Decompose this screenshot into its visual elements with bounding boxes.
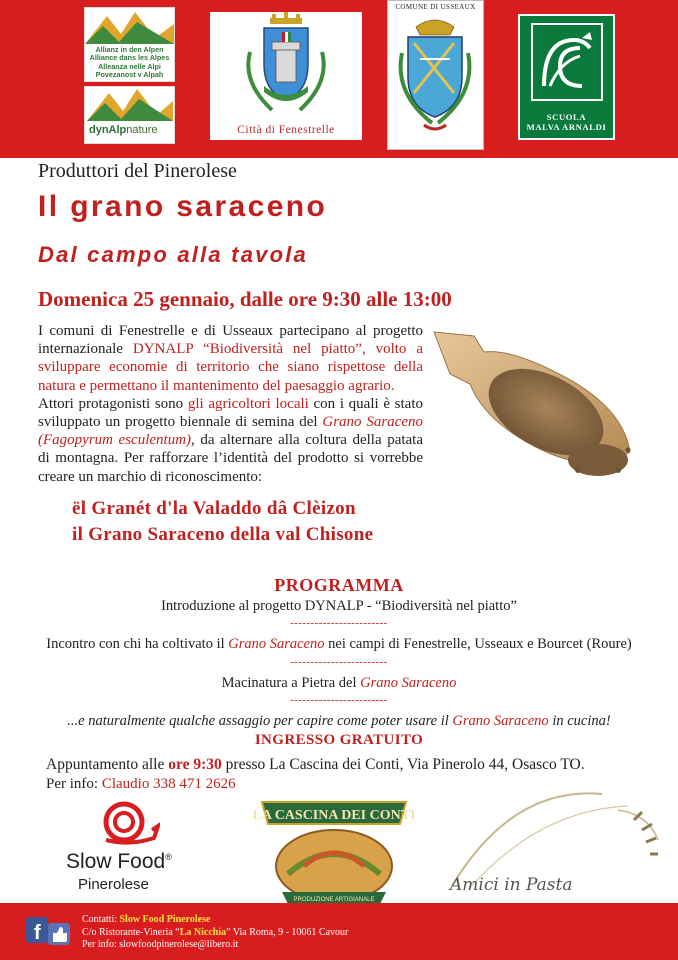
cascina-wordmark: LA CASCINA DEI CONTI: [254, 808, 414, 823]
appointment-line: [46, 756, 585, 774]
dynalp-project-text: DYNALP “Biodiversità nel piatto”, volto a sviluppare economie di territorio che siano rispettose della natura e permettano il mantenimento del paesaggio agrario.: [38, 341, 423, 394]
mountains-icon: [85, 87, 174, 121]
footer-line-1: [82, 914, 348, 927]
svg-text:f: f: [34, 922, 41, 944]
amici-wordmark: Amici in Pasta: [450, 875, 573, 895]
program-separator-2: ------------------------: [290, 656, 388, 668]
buckwheat-latin-name: Grano Saraceno (Fagopyrum esculentum): [38, 414, 423, 449]
slow-food-registered-mark: ®: [165, 852, 172, 862]
appointment-time: ore 9:30: [168, 756, 222, 773]
program-item-3: [0, 675, 678, 692]
alliance-in-the-alps-logo: [84, 7, 175, 82]
buckwheat-scoop-photo: [428, 320, 639, 488]
program-item-2-highlight: Grano Saraceno: [228, 636, 325, 652]
facebook-like-icon[interactable]: [26, 917, 70, 947]
dynalp-wordmark: [89, 124, 157, 136]
footer-band: [0, 903, 678, 960]
amici-in-pasta-logo: [438, 790, 672, 900]
footer-venue-name: La Nicchia: [179, 926, 227, 938]
info-label: Per info:: [46, 776, 102, 792]
fenestrelle-coat-of-arms-icon: [210, 12, 362, 120]
intro-text-3: con i quali è stato sviluppato un progetto biennale di semina del: [38, 395, 423, 431]
footer-contacts: [82, 914, 348, 952]
dynalp-nature-logo: [84, 86, 175, 144]
footer-email-line[interactable]: Per info: slowfoodpinerolese@libero.it: [82, 939, 239, 950]
page-title: Il grano saraceno: [38, 190, 328, 223]
program-item-2-text-a: Incontro con chi ha coltivato il: [46, 636, 229, 652]
slow-food-chapter: Pinerolese: [78, 876, 149, 893]
producers-kicker: Produttori del Pinerolese: [38, 160, 237, 182]
program-item-4-highlight: Grano Saraceno: [452, 713, 549, 729]
buckwheat-scoop-image: [428, 320, 639, 488]
dynalp-suffix: nature: [126, 124, 158, 136]
program-item-1: Introduzione al progetto DYNALP - “Biodiversità nel piatto”: [161, 598, 517, 614]
comune-di-usseaux-logo: [387, 0, 484, 150]
appointment-address: , Via Pinerolo 44, Osasco TO.: [399, 756, 585, 773]
facebook-icon: [26, 917, 70, 947]
brand-name-line-2: il Grano Saraceno della val Chisone: [72, 524, 374, 545]
usseaux-caption: COMUNE DI USSEAUX: [395, 3, 476, 11]
intro-paragraph: [38, 322, 423, 486]
intro-text-2: Attori protagonisti sono: [38, 395, 188, 412]
footer-venue-prefix: C/o Ristorante-Vineria “: [82, 926, 180, 938]
program-title: PROGRAMMA: [274, 575, 404, 595]
program-item-3-text: Macinatura a Pietra del: [221, 675, 361, 691]
dynalp-prefix: dynAlp: [89, 124, 127, 136]
scuola-emblem-icon: [520, 20, 613, 108]
amici-in-pasta-emblem-icon: [438, 790, 672, 900]
mountains-icon: [85, 8, 174, 44]
intro-text-1: I comuni di Fenestrelle e di Usseaux partecipano al progetto internazionale: [38, 323, 423, 358]
slow-food-logo: [60, 800, 210, 900]
alpine-line-1: Allianz in den Alpen: [95, 45, 164, 54]
footer-line-2: [82, 927, 348, 940]
program-item-2: [0, 636, 678, 653]
program-item-3-highlight: Grano Saraceno: [360, 675, 457, 691]
cascina-ribbon-text: PRODUZIONE ARTIGIANALE: [293, 897, 375, 903]
page-subtitle: Dal campo alla tavola: [38, 242, 308, 267]
program-separator-1: ------------------------: [290, 617, 388, 629]
alpine-line-4: Povezanost v Alpah: [95, 70, 164, 80]
info-line: [46, 776, 236, 793]
program-item-4-text-b: in cucina!: [548, 713, 611, 729]
slow-food-name: [66, 850, 172, 874]
program-item-2-text-b: nei campi di Fenestrelle, Usseaux e Bourcet (Roure): [324, 636, 632, 652]
slow-food-wordmark: Slow Food: [66, 850, 166, 873]
alpine-line-3: Alleanza nelle Alpi: [98, 61, 161, 71]
cascina-emblem-icon: [254, 796, 414, 908]
snail-icon: [100, 800, 160, 850]
fenestrelle-caption: Città di Fenestrelle: [237, 124, 335, 136]
program-item-4-text-a: ...e naturalmente qualche assaggio per capire come poter usare il: [67, 713, 453, 729]
usseaux-coat-of-arms-icon: [388, 13, 483, 148]
alpine-line-2: Alliance dans les Alpes: [89, 53, 170, 63]
program-item-4: [0, 713, 678, 730]
citta-di-fenestrelle-logo: [210, 12, 362, 140]
brand-name-line-1: ël Granét d'la Valaddo dâ Clèizon: [72, 498, 356, 519]
scuola-line-2: MALVA ARNALDI: [526, 122, 607, 132]
header-logo-band: [0, 0, 678, 158]
scuola-malva-arnaldi-logo: [518, 14, 615, 140]
appointment-text-a: Appuntamento alle: [46, 756, 169, 773]
event-date: Domenica 25 gennaio, dalle ore 9:30 alle 13:00: [38, 287, 452, 311]
footer-venue-address: ” Via Roma, 9 - 10061 Cavour: [226, 926, 349, 938]
scuola-line-1: SCUOLA: [546, 112, 587, 122]
appointment-venue: presso La Cascina dei Conti: [221, 756, 400, 773]
program-separator-3: ------------------------: [290, 694, 388, 706]
farmers-highlight: gli agricoltori locali: [187, 395, 309, 412]
scuola-caption: [520, 112, 613, 132]
info-contact: Claudio 338 471 2626: [101, 776, 236, 792]
la-cascina-dei-conti-logo: [254, 796, 414, 908]
free-entry-notice: INGRESSO GRATUITO: [254, 732, 424, 748]
footer-contacts-label: Contatti:: [82, 914, 120, 925]
footer-contacts-value: Slow Food Pinerolese: [119, 914, 211, 925]
intro-text-4: , da alternare alla coltura della patata di montagna. Per rafforzare l’identità del prodotto si vorrebbe creare un marchio di riconoscimento:: [38, 432, 423, 485]
